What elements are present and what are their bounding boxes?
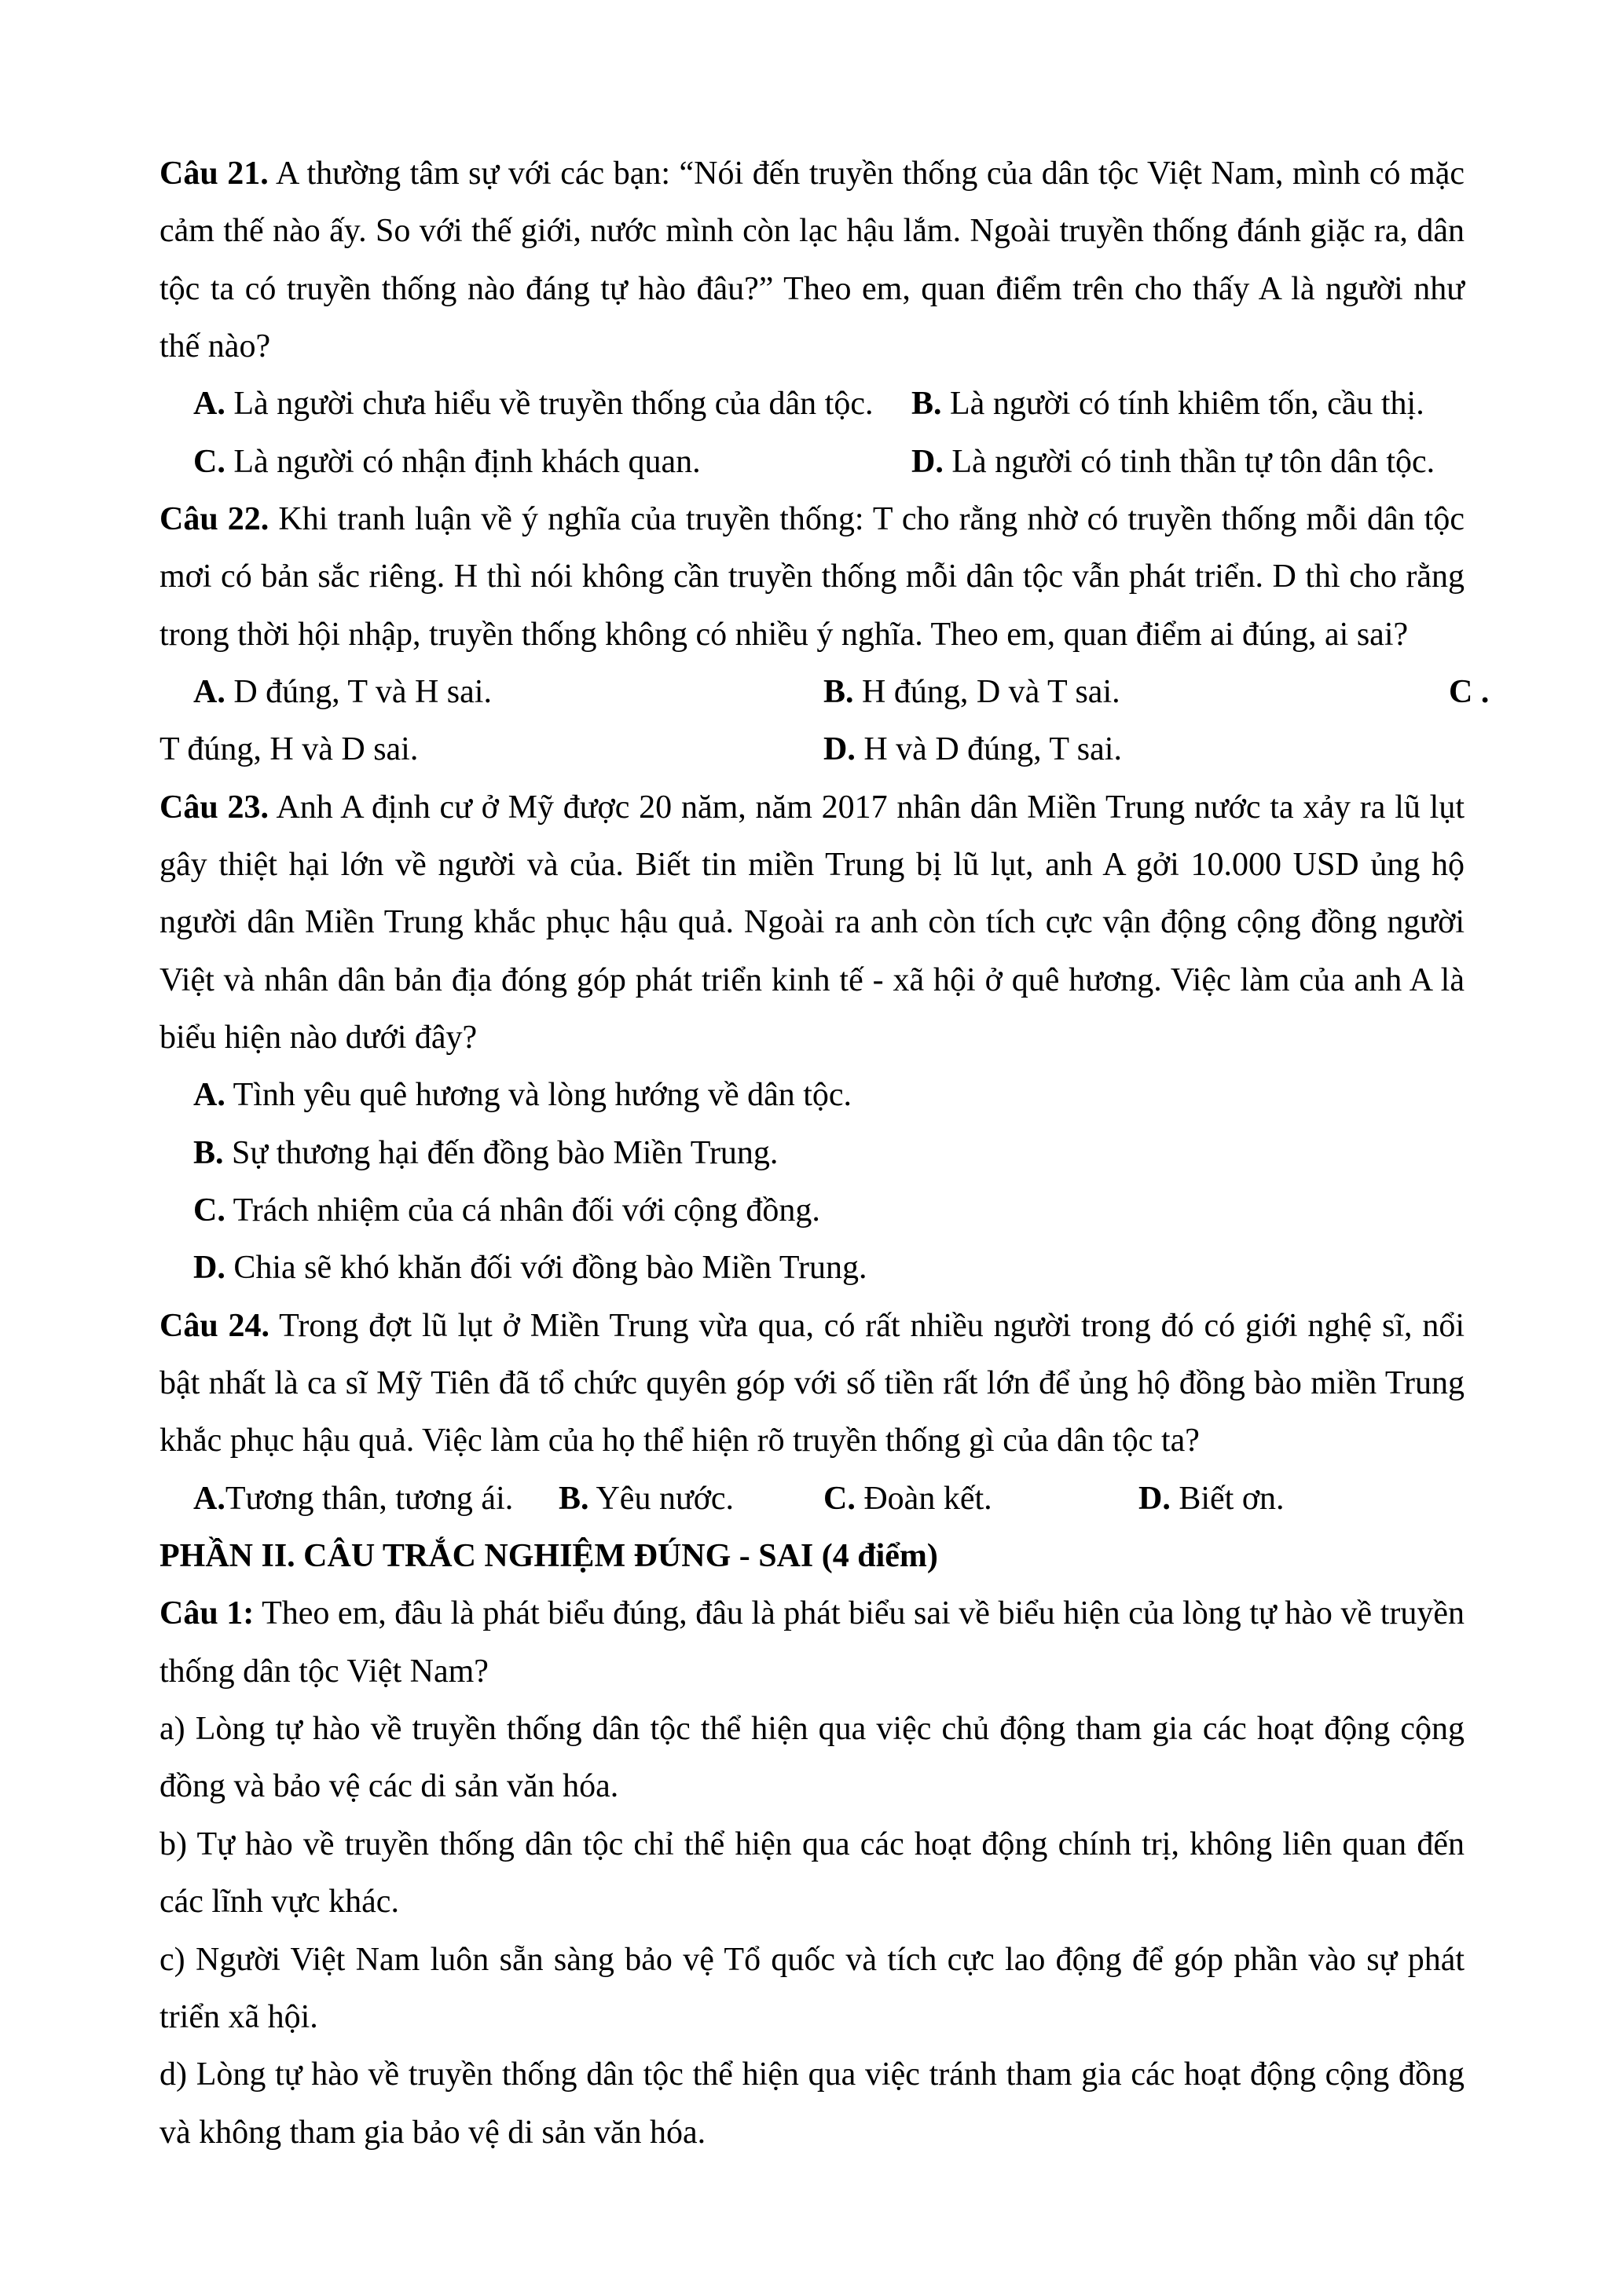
- question-24-option-a: [193, 1470, 513, 1528]
- question-21-option-a-label: A.: [193, 386, 225, 423]
- question-21-option-b-label: B.: [911, 386, 942, 423]
- question-21-options-row-1: [159, 375, 1465, 433]
- question-23-option-b-row: [159, 1125, 1465, 1182]
- question-23-option-d-text: Chia sẽ khó khăn đối với đồng bào Miền Trung.: [233, 1250, 867, 1287]
- statement-b-label: b): [159, 1825, 187, 1862]
- question-23-option-b-label: B.: [193, 1134, 224, 1171]
- question-23-option-c-row: [159, 1182, 1465, 1240]
- question-22-option-a: [193, 664, 492, 721]
- question-24-option-c-label: C.: [823, 1480, 856, 1517]
- question-24-options-row: [159, 1470, 1465, 1528]
- question-23: [159, 779, 1465, 1067]
- statement-c-label: c): [159, 1941, 185, 1978]
- question-24-option-c: [823, 1470, 992, 1528]
- question-23-body: Anh A định cư ở Mỹ được 20 năm, năm 2017 nhân dân Miền Trung nước ta xảy ra lũ lụt gây thiệt hại lớn về người và của. Biết tin miền Trung bị lũ lụt, anh A gởi 10.000 USD ủng hộ người dân Miền Trung khắc phục hậu quả. Ngoài ra anh còn tích cực vận động cộng đồng người Việt và nhân dân bản địa đóng góp phát triển kinh tế - xã hội ở quê hương. Việc làm của anh A là biểu hiện nào dưới đây?: [159, 789, 1465, 1056]
- part2-question-1-statement-a: [159, 1701, 1465, 1816]
- question-24-option-b: [559, 1470, 734, 1528]
- question-21-option-d: [911, 434, 1435, 491]
- question-23-option-a: [193, 1067, 852, 1124]
- question-23-option-d-row: [159, 1240, 1465, 1297]
- question-22-option-d-label: D.: [823, 731, 856, 768]
- statement-b-text: Tự hào về truyền thống dân tộc chỉ thể hiện qua các hoạt động chính trị, không liên quan đến các lĩnh vực khác.: [159, 1825, 1465, 1921]
- statement-c-text: Người Việt Nam luôn sẵn sàng bảo vệ Tổ quốc và tích cực lao động để góp phần vào sự phát triển xã hội.: [159, 1941, 1465, 2035]
- question-23-option-c: [193, 1182, 820, 1240]
- question-21-label: Câu 21.: [159, 156, 269, 192]
- part2-question-1-statement-d: [159, 2046, 1465, 2162]
- question-24-option-c-text: Đoàn kết.: [863, 1480, 992, 1517]
- statement-d-text: Lòng tự hào về truyền thống dân tộc thể hiện qua việc tránh tham gia các hoạt động cộng đồng và không tham gia bảo vệ di sản văn hóa.: [159, 2056, 1465, 2151]
- part2-heading: PHẦN II. CÂU TRẮC NGHIỆM ĐÚNG - SAI (4 điểm): [159, 1538, 938, 1575]
- part2-question-1-statement-c: [159, 1932, 1465, 2047]
- question-23-option-a-label: A.: [193, 1077, 225, 1114]
- question-24-body: Trong đợt lũ lụt ở Miền Trung vừa qua, có rất nhiều người trong đó có giới nghệ sĩ, nổi bật nhất là ca sĩ Mỹ Tiên đã tổ chức quyên góp với số tiền rất lớn để ủng hộ đồng bào miền Trung khắc phục hậu quả. Việc làm của họ thể hiện rõ truyền thống gì của dân tộc ta?: [159, 1307, 1465, 1459]
- question-24-label: Câu 24.: [159, 1307, 270, 1344]
- part2-question-1-statement-b: [159, 1816, 1465, 1932]
- question-21-option-b: [911, 375, 1424, 433]
- question-22-option-a-text: D đúng, T và H sai.: [233, 674, 492, 711]
- question-22-options-row-2: [159, 721, 1465, 778]
- question-22: [159, 491, 1465, 664]
- question-24-option-b-label: B.: [559, 1480, 589, 1517]
- question-24-option-d: [1138, 1470, 1285, 1528]
- question-22-option-b-text: H đúng, D và T sai.: [862, 674, 1120, 711]
- question-21-option-c-text: Là người có nhận định khách quan.: [233, 443, 701, 480]
- question-23-option-a-text: Tình yêu quê hương và lòng hướng về dân tộc.: [233, 1077, 852, 1114]
- statement-a-text: Lòng tự hào về truyền thống dân tộc thể hiện qua việc chủ động tham gia các hoạt động cộng đồng và bảo vệ các di sản văn hóa.: [159, 1711, 1465, 1805]
- part2-question-1: [159, 1585, 1465, 1701]
- question-24-option-b-text: Yêu nước.: [596, 1480, 735, 1517]
- question-21-options-row-2: [159, 434, 1465, 491]
- question-21-option-c-label: C.: [193, 443, 225, 480]
- part2-question-1-body: Theo em, đâu là phát biểu đúng, đâu là phát biểu sai về biểu hiện của lòng tự hào về truyền thống dân tộc Việt Nam?: [159, 1595, 1465, 1690]
- statement-d-label: d): [159, 2056, 187, 2093]
- question-23-option-c-label: C.: [193, 1192, 225, 1229]
- question-24: [159, 1298, 1465, 1470]
- question-22-option-a-label: A.: [193, 674, 225, 711]
- question-21-option-d-label: D.: [911, 443, 944, 480]
- part2-question-1-label: Câu 1:: [159, 1595, 255, 1632]
- question-22-option-d: [823, 721, 1122, 778]
- question-22-option-b: [823, 664, 1120, 721]
- question-23-option-b: [193, 1125, 778, 1182]
- question-21-option-c: [193, 434, 701, 491]
- statement-a-label: a): [159, 1711, 185, 1748]
- question-23-option-a-row: [159, 1067, 1465, 1124]
- question-23-option-d: [193, 1240, 867, 1297]
- question-21-body: A thường tâm sự với các bạn: “Nói đến truyền thống của dân tộc Việt Nam, mình có mặc cảm thế nào ấy. So với thế giới, nước mình còn lạc hậu lắm. Ngoài truyền thống đánh giặc ra, dân tộc ta có truyền thống nào đáng tự hào đâu?” Theo em, quan điểm trên cho thấy A là người như thế nào?: [159, 156, 1465, 365]
- question-21-option-a: [193, 375, 873, 433]
- question-23-option-c-text: Trách nhiệm của cá nhân đối với cộng đồng.: [233, 1192, 820, 1229]
- question-22-option-d-text: H và D đúng, T sai.: [863, 731, 1122, 768]
- question-22-option-c-label: C .: [1449, 674, 1490, 711]
- question-22-options-row-1: [159, 664, 1490, 721]
- question-22-body: Khi tranh luận về ý nghĩa của truyền thống: T cho rằng nhờ có truyền thống mỗi dân tộc mơi có bản sắc riêng. H thì nói không cần truyền thống mỗi dân tộc vẫn phát triển. D thì cho rằng trong thời hội nhập, truyền thống không có nhiều ý nghĩa. Theo em, quan điểm ai đúng, ai sai?: [159, 501, 1465, 653]
- question-21: [159, 145, 1465, 375]
- question-23-option-b-text: Sự thương hại đến đồng bào Miền Trung.: [232, 1134, 779, 1171]
- question-24-option-a-label: A.: [193, 1480, 225, 1517]
- question-24-option-d-label: D.: [1138, 1480, 1171, 1517]
- exam-content: [159, 145, 1490, 2162]
- question-21-option-b-text: Là người có tính khiêm tốn, cầu thị.: [950, 386, 1424, 423]
- question-21-option-d-text: Là người có tinh thần tự tôn dân tộc.: [951, 443, 1435, 480]
- question-22-label: Câu 22.: [159, 501, 269, 538]
- question-22-option-c-continuation: T đúng, H và D sai.: [159, 731, 419, 768]
- question-23-label: Câu 23.: [159, 789, 269, 826]
- question-24-option-d-text: Biết ơn.: [1179, 1480, 1285, 1517]
- question-23-option-d-label: D.: [193, 1250, 225, 1287]
- question-21-option-a-text: Là người chưa hiểu về truyền thống của dân tộc.: [233, 386, 874, 423]
- question-22-option-b-label: B.: [823, 674, 854, 711]
- question-24-option-a-text: Tương thân, tương ái.: [225, 1480, 514, 1517]
